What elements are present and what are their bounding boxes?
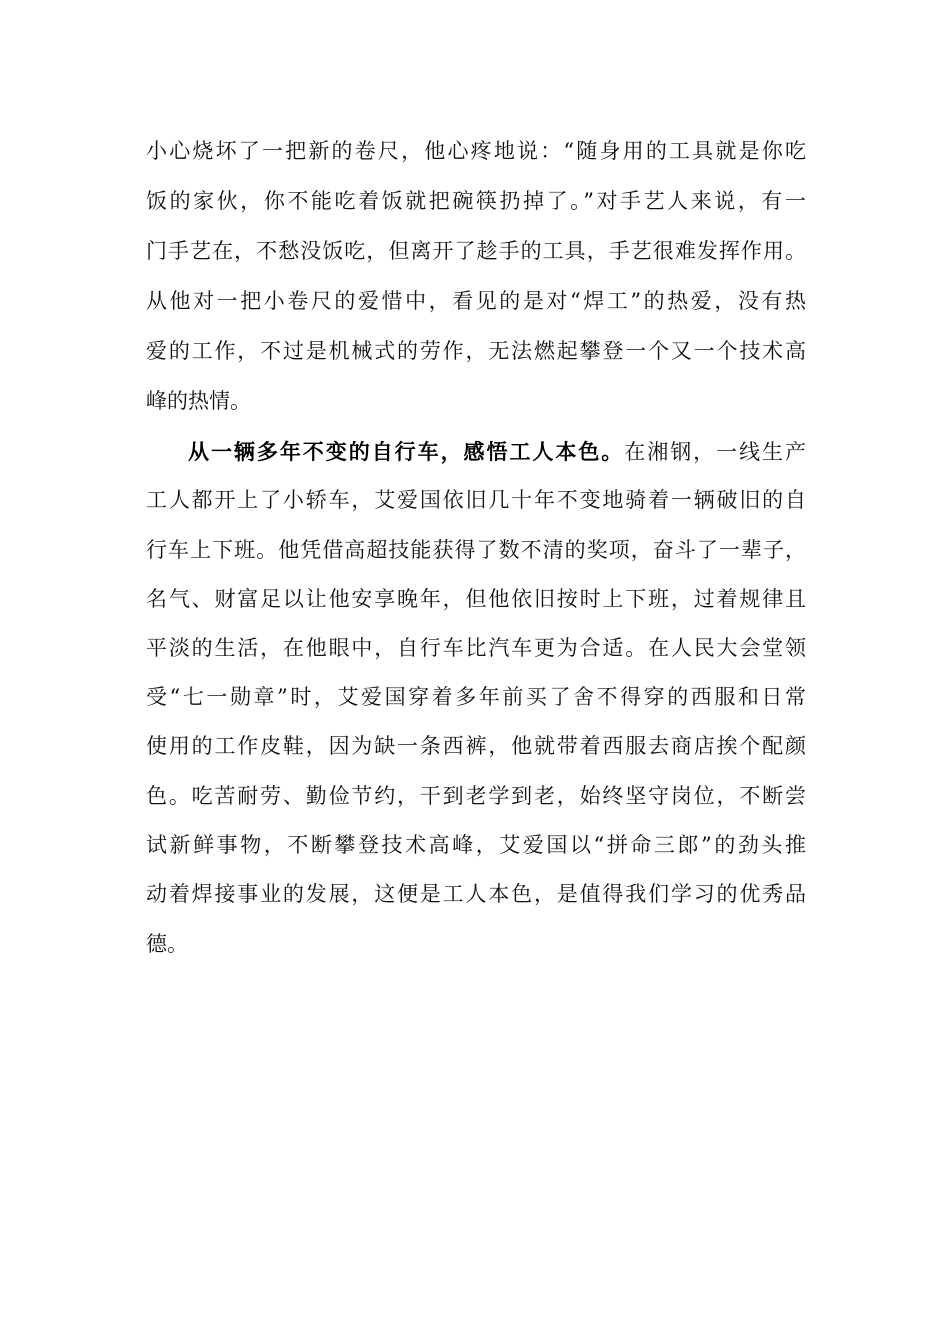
paragraph2-line-3: 行车上下班。他凭借高超技能获得了数不清的奖项，奋斗了一辈子， <box>146 538 806 562</box>
paragraph2-line-4: 名气、财富足以让他安享晚年，但他依旧按时上下班，过着规律且 <box>146 587 806 611</box>
paragraph2-line-7: 使用的工作皮鞋，因为缺一条西裤，他就带着西服去商店挨个配颜 <box>146 734 806 758</box>
paragraph2-heading: 从一辆多年不变的自行车，感悟工人本色。 <box>188 439 625 464</box>
paragraph1-line-4: 从他对一把小卷尺的爱惜中，看见的是对“焊工”的热爱，没有热 <box>146 289 806 313</box>
paragraph2-line-10: 动着焊接事业的发展，这便是工人本色，是值得我们学习的优秀品 <box>146 882 806 906</box>
paragraph1-line-3: 门手艺在，不愁没饭吃，但离开了趁手的工具，手艺很难发挥作用。 <box>146 239 806 263</box>
paragraph2-line-9: 试新鲜事物，不断攀登技术高峰，艾爱国以“拼命三郎”的劲头推 <box>146 833 806 857</box>
paragraph2-first-line-rest: 在湘钢，一线生产 <box>624 440 806 464</box>
paragraph2-first-line <box>188 435 806 469</box>
paragraph1-line-2: 饭的家伙，你不能吃着饭就把碗筷扔掉了。”对手艺人来说，有一 <box>146 189 806 213</box>
paragraph2-line-8: 色。吃苦耐劳、勤俭节约，干到老学到老，始终坚守岗位，不断尝 <box>146 784 806 808</box>
paragraph1-line-5: 爱的工作，不过是机械式的劳作，无法燃起攀登一个又一个技术高 <box>146 339 806 363</box>
paragraph1-line-1: 小心烧坏了一把新的卷尺，他心疼地说：“随身用的工具就是你吃 <box>146 139 806 163</box>
paragraph2-line-2: 工人都开上了小轿车，艾爱国依旧几十年不变地骑着一辆破旧的自 <box>146 488 806 512</box>
paragraph2-line-6: 受“七一勋章”时，艾爱国穿着多年前买了舍不得穿的西服和日常 <box>146 685 806 709</box>
paragraph2-line-5: 平淡的生活，在他眼中，自行车比汽车更为合适。在人民大会堂领 <box>146 636 806 660</box>
paragraph2-line-11: 德。 <box>146 932 188 956</box>
paragraph1-line-6: 峰的热情。 <box>146 389 251 413</box>
